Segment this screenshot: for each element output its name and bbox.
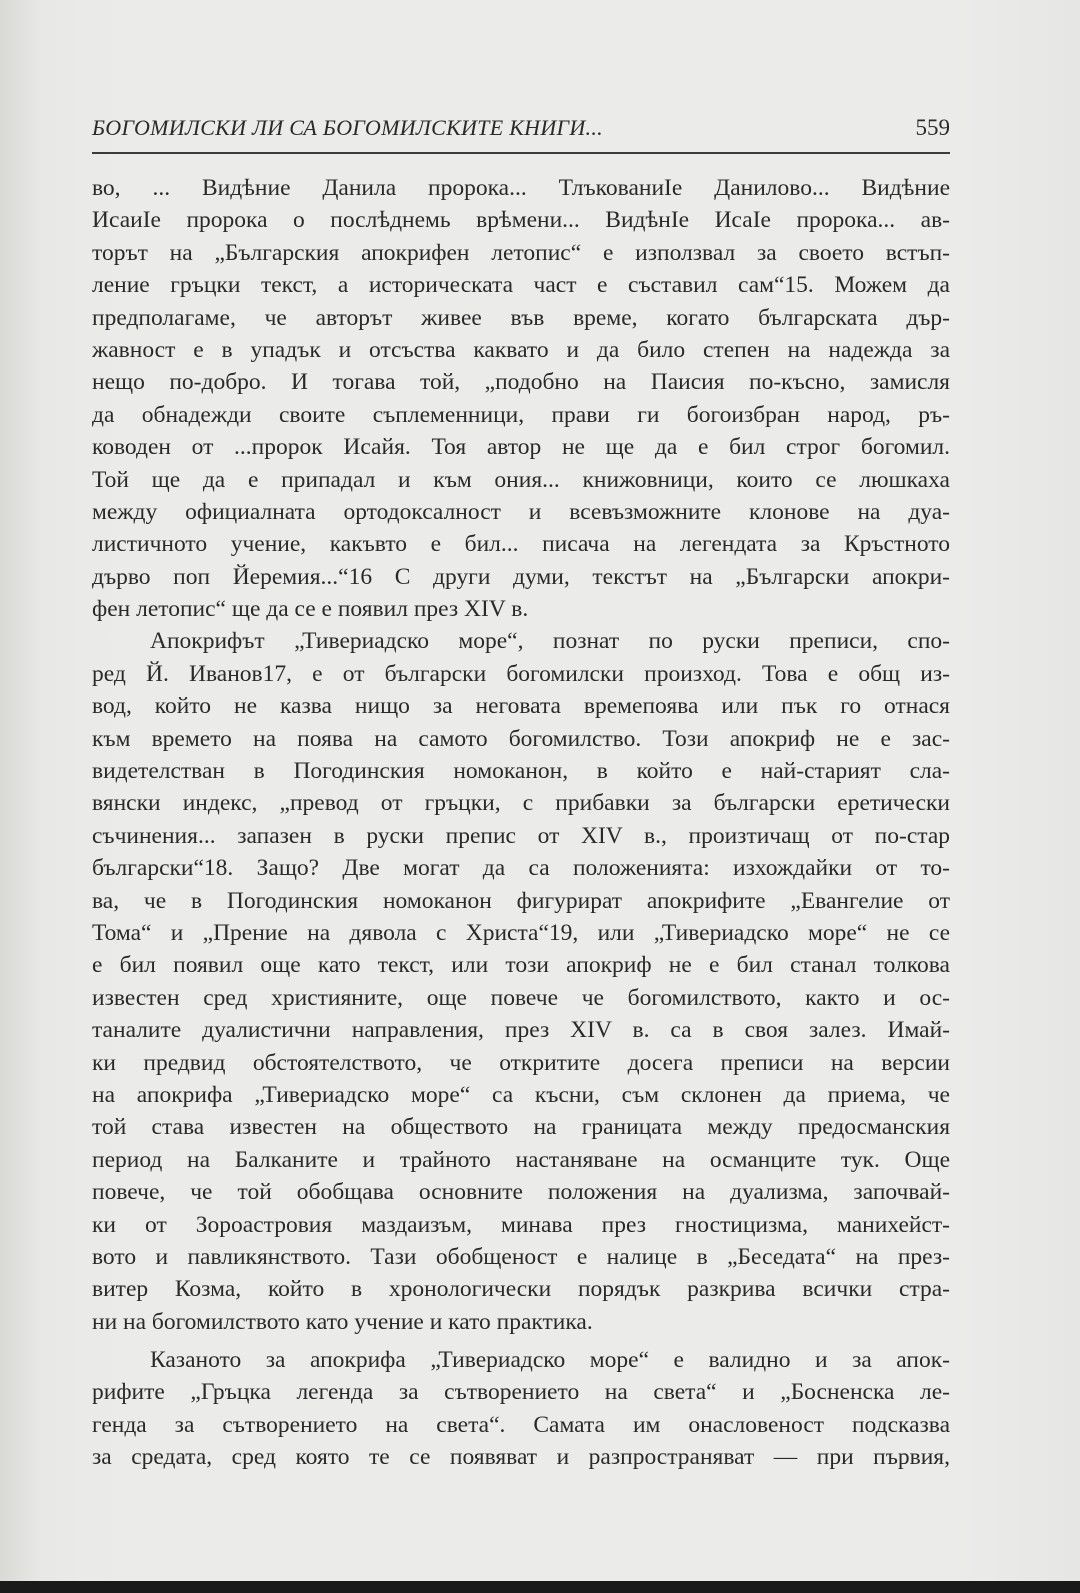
text-line: между официалната ортодоксалност и всевъзможните клонове на дуа- <box>92 498 950 525</box>
paragraph-1 <box>92 172 950 625</box>
text-line: дърво поп Йеремия...“16 С други думи, текстът на „Български апокри- <box>92 563 950 590</box>
text-line: Апокрифът „Тивериадско море“, познат по руски преписи, спо- <box>150 628 950 655</box>
text-line: рифите „Гръцка легенда за сътворението на света“ и „Босненска ле- <box>92 1379 950 1406</box>
text-line: жавност е в упадък и отсъства каквато и да било степен на надежда за <box>92 336 950 363</box>
text-line: таналите дуалистични направления, през XIV в. са в своя залез. Имай- <box>92 1017 950 1044</box>
text-line: листичното учение, какъвто е бил... писача на легендата за Кръстното <box>92 531 950 558</box>
text-line: повече, че той обобщава основните положения на дуализма, започвай- <box>92 1179 950 1206</box>
text-line: Той ще да е припадал и към ония... книжовници, които се люшкаха <box>92 466 950 493</box>
text-line: ва, че в Погодинския номоканон фигурират апокрифите „Евангелие от <box>92 887 950 914</box>
text-line: той става известен на обществото на границата между предосманския <box>92 1114 950 1141</box>
text-line: фен летопис“ ще да се е появил през XIV в. <box>92 596 529 623</box>
text-line: ки от Зороастровия маздаизъм, минава през гностицизма, манихейст- <box>92 1211 950 1238</box>
text-line: предполагаме, че авторът живее във време, когато българската дър- <box>92 304 950 331</box>
text-line: нещо по-добро. И тогава той, „подобно на Паисия по-късно, замисля <box>92 369 950 396</box>
text-line: ИсаиІе пророка о послѣднемь врѣмени... ВидѣнІе ИсаІе пророка... ав- <box>92 207 950 234</box>
text-line: торът на „Българския апокрифен летопис“ е използвал за своето встъп- <box>92 239 950 266</box>
text-line: български“18. Защо? Две могат да са положенията: изхождайки от то- <box>92 855 950 882</box>
running-header <box>92 112 950 154</box>
text-line: ководен от ...пророк Исайя. Тоя автор не ще да е бил строг богомил. <box>92 434 950 461</box>
text-line: ред Й. Иванов17, е от български богомилски произход. Това е общ из- <box>92 660 950 687</box>
running-title: БОГОМИЛСКИ ЛИ СА БОГОМИЛСКИТЕ КНИГИ... <box>92 115 603 140</box>
text-line: Тома“ и „Прение на дявола с Христа“19, или „Тивериадско море“ не се <box>92 919 950 946</box>
text-line: во, ... Видѣние Данила пророка... ТлъкованиІе Данилово... Видѣние <box>92 175 950 201</box>
text-line: известен сред християните, още повече че богомилството, както и ос- <box>92 984 950 1011</box>
text-line: ление гръцки текст, а историческата част е съставил сам“15. Можем да <box>92 272 950 299</box>
text-line: ни на богомилството като учение и като практика. <box>92 1308 593 1335</box>
text-line: витер Козма, който в хронологически порядък разкрива всички стра- <box>92 1276 950 1303</box>
paragraph-3 <box>92 1344 950 1474</box>
paragraph-2 <box>92 625 950 1338</box>
text-line: ки предвид обстоятелството, че откритите досега преписи на версии <box>92 1049 950 1076</box>
text-line: за средата, сред която те се появяват и разпространяват — при първия, <box>92 1444 950 1471</box>
text-line: на апокрифа „Тивериадско море“ са късни, съм склонен да приема, че <box>92 1081 950 1108</box>
text-line: е бил появил още като текст, или този апокриф не е бил станал толкова <box>92 952 950 979</box>
page-number: 559 <box>915 115 950 140</box>
text-line: съчинения... запазен в руски препис от XIV в., произтичащ от по-стар <box>92 822 950 849</box>
text-line: вод, който не казва нищо за неговата времепоява или пък го отнася <box>92 693 950 720</box>
text-line: вянски индекс, „превод от гръцки, с прибавки за български еретически <box>92 790 950 817</box>
text-line: към времето на поява на самото богомилство. Този апокриф не е зас- <box>92 725 950 752</box>
text-line: Казаното за апокрифа „Тивериадско море“ е валидно и за апок- <box>150 1347 950 1374</box>
text-line: да обнадежди своите съплеменници, прави ги богоизбран народ, ръ- <box>92 401 950 428</box>
text-line: видетелстван в Погодинския номоканон, в който е най-старият сла- <box>92 758 950 785</box>
body-text <box>92 172 950 1474</box>
scan-bottom-edge <box>0 1581 1080 1593</box>
text-line: период на Балканите и трайното настаняване на османците тук. Още <box>92 1146 950 1173</box>
text-line: генда за сътворението на света“. Самата им онасловеност подсказва <box>92 1411 950 1438</box>
text-line: вото и павликянството. Тази обобщеност е налице в „Беседата“ на през- <box>92 1243 950 1270</box>
